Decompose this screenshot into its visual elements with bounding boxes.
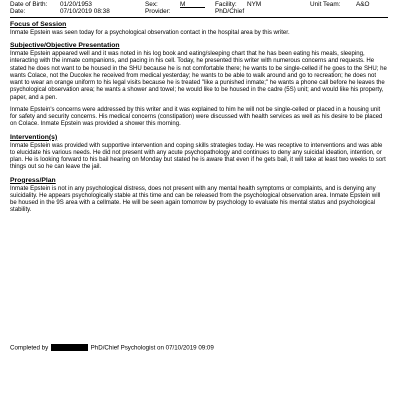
dob-label: Date of Birth: xyxy=(10,0,48,8)
progress-title: Progress/Plan xyxy=(10,176,56,184)
date-value: 07/10/2019 08:38 xyxy=(60,8,110,16)
focus-text: Inmate Epstein was seen today for a psychological observation contact in the hospital area by this writer. xyxy=(10,29,290,36)
sex-label: Sex: xyxy=(145,0,158,8)
date-label: Date: xyxy=(10,8,26,16)
focus-title: Focus of Session xyxy=(10,20,67,28)
meta-row-1 xyxy=(10,1,388,9)
dob-value: 01/20/1953 xyxy=(60,0,92,8)
subjective-paragraph-1: Inmate Epstein appeared well and it was noted in his log book and eating/sleeping chart that he has been eating his meals, sleeping, interacting with the inmate companions, and pacing in his cell. Today, he presented this writer with numerous concerns and requests. He stated he does not want to be housed in the SHU because he is not comfortable there; he wants to be single-celled if he goes to the SHU; he wants Colace, not the Ducolex he received from medical yesterday; he wants to be able to walk around and go to recreation; he does not want to wear an orange uniform to his legal visits because he is treated "like a punished inmate;" he wants a phone call before he leaves the psychological observation area; he wants a shower and towel; he would like to be housed in the cadre (5S) unit; and would like his property, paper, and a pen. xyxy=(10,51,387,101)
redacted-name xyxy=(51,344,88,351)
subjective-title: Subjective/Objective Presentation xyxy=(10,42,120,50)
header-divider xyxy=(10,17,388,18)
completed-by-line xyxy=(10,344,214,352)
provider-title: PhD/Chief xyxy=(215,8,245,16)
sex-value: M xyxy=(180,0,186,8)
completed-suffix: PhD/Chief Psychologist on 07/10/2019 09:09 xyxy=(90,344,214,352)
facility-value: NYM xyxy=(247,0,262,8)
unit-team-label: Unit Team: xyxy=(310,0,341,8)
meta-row-2 xyxy=(10,8,388,16)
subjective-paragraph-2: Inmate Epstein's concerns were addressed by this writer and it was explained to him he will not be single-celled or placed in a housing unit for safety and security concerns. His medical concerns (constipation) were discussed with health services as well as his desire to be placed on Colace. Inmate Epstein was provided a shower this morning. xyxy=(10,106,383,128)
interventions-title: Intervention(s) xyxy=(10,133,58,141)
header-meta xyxy=(10,0,388,16)
progress-text: Inmate Epstein is not in any psychological distress, does not present with any mental health symptoms or complaints, and is denying any suicidality. He appears psychologically stable at this time and can be released from the psychological observation area. Inmate Epstein will be housed in the 9S area with a cellmate. He will be seen again tomorrow by psychology to evaluate his mental status and psychological stability. xyxy=(10,185,381,214)
facility-label: Facility: xyxy=(215,0,237,8)
provider-label: Provider: xyxy=(145,8,171,16)
interventions-text: Inmate Epstein was provided with supportive intervention and coping skills strategies today. He was receptive to interventions and was able to elucidate his various needs. He did not present with any acute psychopathology and continues to deny any suicidal ideation, intention, or plan. He is looking forward to his bail hearing on Monday but stated he is aware that even if he gets bail, it will take at least two weeks to sort things out so he can leave the jail. xyxy=(10,142,386,171)
unit-team-value: A&O xyxy=(356,0,370,8)
completed-prefix: Completed by xyxy=(10,344,49,352)
